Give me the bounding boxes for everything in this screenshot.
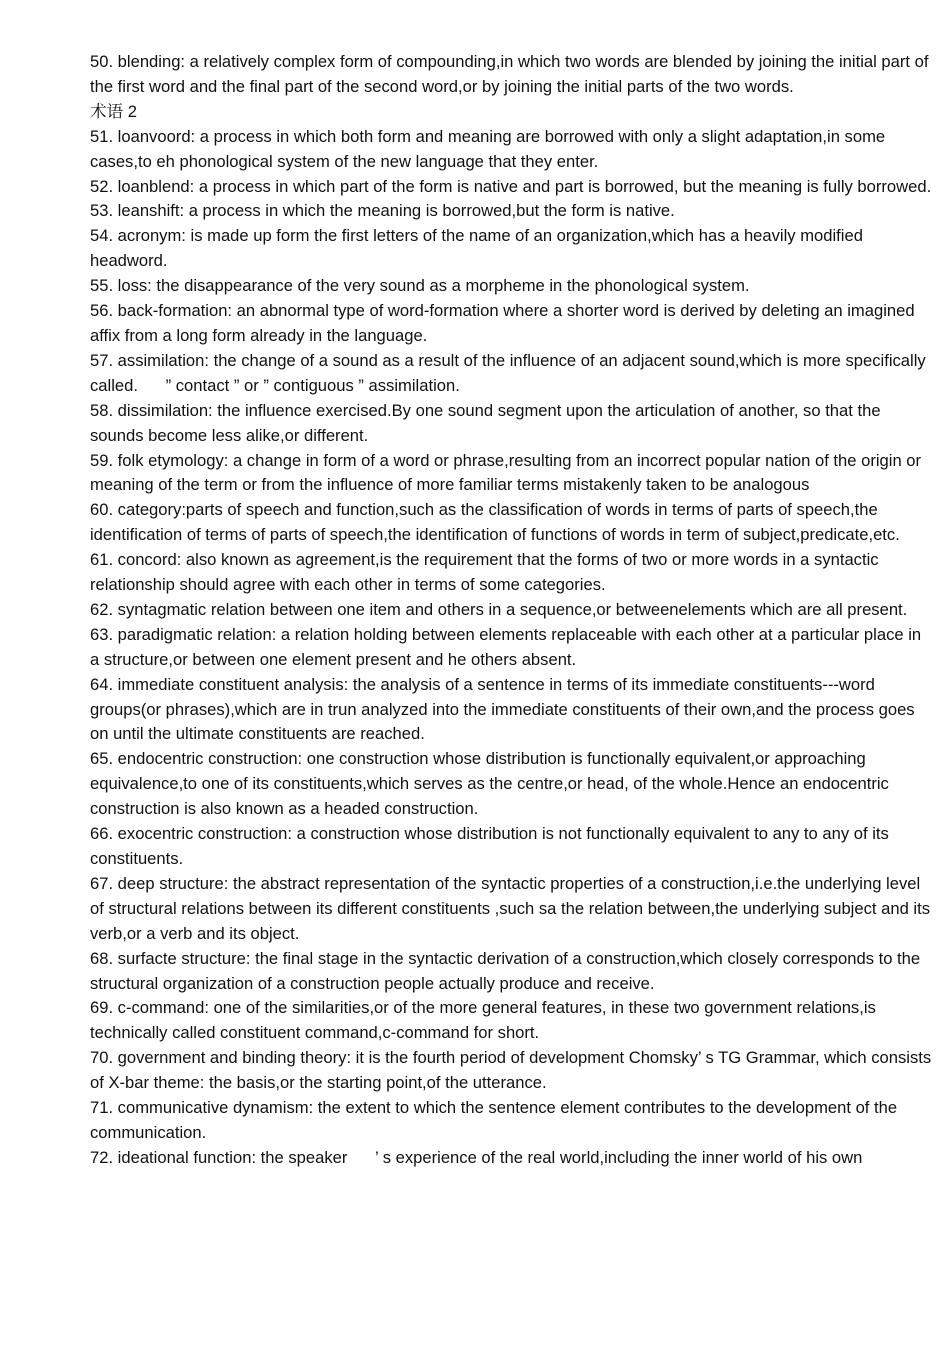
term-definition: 68. surfacte structure: the final stage in the syntactic derivation of a construction,which closely corresponds to the structural organization of a construction people actually produce and receive. <box>90 948 925 993</box>
term-definition: 67. deep structure: the abstract representation of the syntactic properties of a construction,i.e.the underlying level of structural relations between its different constituents ,such sa the relation between,the underlying subject and its verb,or a verb and its object. <box>90 873 935 943</box>
term-definition: 50. blending: a relatively complex form of compounding,in which two words are blended by joining the initial part of the first word and the final part of the second word,or by joining the initial parts of the two words. <box>90 52 934 96</box>
term-definition: 66. exocentric construction: a construction whose distribution is not functionally equivalent to any to any of its constituents. <box>90 824 894 868</box>
term-definition: 52. loanblend: a process in which part of the form is native and part is borrowed, but the meaning is fully borrowed. <box>90 176 932 196</box>
term-definition: 69. c-command: one of the similarities,or of the more general features, in these two government relations,is technically called constituent command,c-command for short. <box>90 998 881 1043</box>
term-definition: 70. government and binding theory: it is the fourth period of development Chomsky’ s TG Grammar, which consists of X-bar theme: the basis,or the starting point,of the utterance. <box>90 1048 936 1093</box>
term-definition: 65. endocentric construction: one construction whose distribution is functionally equivalent,or approaching equivalence,to one of its constituents,which serves as the centre,or head, of the whole.Hence an endocentric construction is also known as a headed construction. <box>90 749 894 819</box>
term-definition: 59. folk etymology: a change in form of a word or phrase,resulting from an incorrect popular nation of the origin or meaning of the term or from the influence of more familiar terms mistakenly taken to be analogous <box>90 450 926 495</box>
term-definition: 63. paradigmatic relation: a relation holding between elements replaceable with each other at a particular place in a structure,or between one element present and he others absent. <box>90 624 926 669</box>
term-definition: 56. back-formation: an abnormal type of word-formation where a shorter word is derived by deleting an imagined affix from a long form already in the language. <box>90 301 920 345</box>
term-definition: 62. syntagmatic relation between one item and others in a sequence,or betweenelements which are all present. <box>90 599 908 619</box>
term-definition: 71. communicative dynamism: the extent to which the sentence element contributes to the development of the communication. <box>90 1098 902 1142</box>
term-definition: 54. acronym: is made up form the first letters of the name of an organization,which has a heavily modified headword. <box>90 226 868 271</box>
term-definition: 51. loanvoord: a process in which both form and meaning are borrowed with only a slight adaptation,in some cases,to eh phonological system of the new language that they enter. <box>90 126 890 171</box>
section-heading: 术语 2 <box>90 101 138 121</box>
term-definition: 61. concord: also known as agreement,is the requirement that the forms of two or more words in a syntactic relationship should agree with each other in terms of some categories. <box>90 550 884 595</box>
term-definition: 60. category:parts of speech and function,such as the classification of words in terms of parts of speech,the identification of terms of parts of speech,the identification of functions of words in term of subject,predicate,etc. <box>90 500 900 545</box>
term-definition: 53. leanshift: a process in which the meaning is borrowed,but the form is native. <box>90 201 675 221</box>
term-definition: 57. assimilation: the change of a sound as a result of the influence of an adjacent sound,which is more specifically called. ” contact ” or ” contiguous ” assimilation. <box>90 350 931 395</box>
document-page <box>90 50 936 1171</box>
term-definition: 58. dissimilation: the influence exercised.By one sound segment upon the articulation of another, so that the sounds become less alike,or different. <box>90 400 886 445</box>
term-definition: 64. immediate constituent analysis: the analysis of a sentence in terms of its immediate constituents---word groups(or phrases),which are in trun analyzed into the immediate constituents of their own,and the process goes on until the ultimate constituents are reached. <box>90 674 920 744</box>
term-definition: 55. loss: the disappearance of the very sound as a morpheme in the phonological system. <box>90 276 750 296</box>
term-definition: 72. ideational function: the speaker ’ s experience of the real world,including the inner world of his own <box>90 1147 863 1167</box>
